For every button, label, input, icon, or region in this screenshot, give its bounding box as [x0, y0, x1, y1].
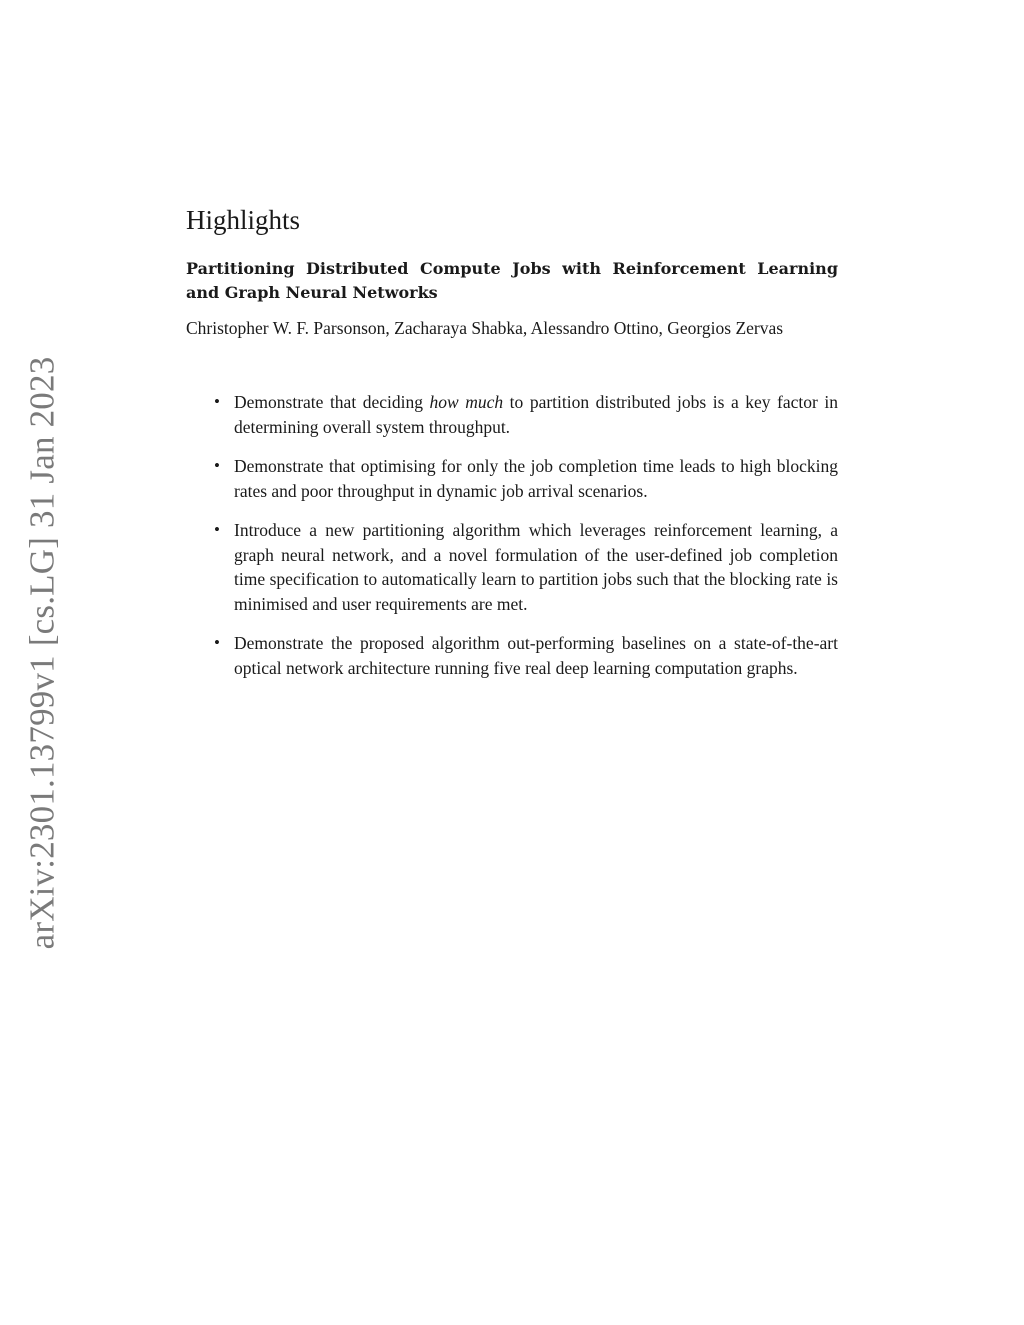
highlights-list — [214, 390, 838, 695]
arxiv-identifier-text: arXiv:2301.13799v1 [cs.LG] 31 Jan 2023 — [22, 356, 62, 949]
highlight-item — [214, 631, 838, 680]
highlight-text: Introduce a new partitioning algorithm which leverages reinforcement learning, a graph neural network, and a novel formulation of the user-defined job completion time specification to automatically learn to partition jobs such that the blocking rate is minimised and user requirements are met. — [234, 520, 838, 614]
paper-title: Partitioning Distributed Compute Jobs with Reinforcement Learning and Graph Neural Networks — [186, 259, 838, 302]
bullet-icon: • — [214, 392, 220, 411]
author-list: Christopher W. F. Parsonson, Zacharaya Shabka, Alessandro Ottino, Georgios Zervas — [186, 318, 784, 338]
highlight-text: Demonstrate the proposed algorithm out-performing baselines on a state-of-the-art optical network architecture running five real deep learning computation graphs. — [234, 633, 838, 678]
bullet-icon: • — [214, 456, 220, 475]
highlight-text: Demonstrate that deciding how much to partition distributed jobs is a key factor in determining overall system throughput. — [234, 392, 838, 437]
bullet-icon: • — [214, 520, 220, 539]
bullet-icon: • — [214, 633, 220, 652]
arxiv-identifier-stamp — [14, 356, 70, 949]
highlight-item — [214, 390, 838, 439]
highlight-text: Demonstrate that optimising for only the job completion time leads to high blocking rates and poor throughput in dynamic job arrival scenarios. — [234, 456, 838, 501]
highlights-heading: Highlights — [186, 205, 301, 235]
highlight-item — [214, 454, 838, 503]
emphasis-text: how much — [429, 392, 504, 412]
highlight-item — [214, 518, 838, 616]
